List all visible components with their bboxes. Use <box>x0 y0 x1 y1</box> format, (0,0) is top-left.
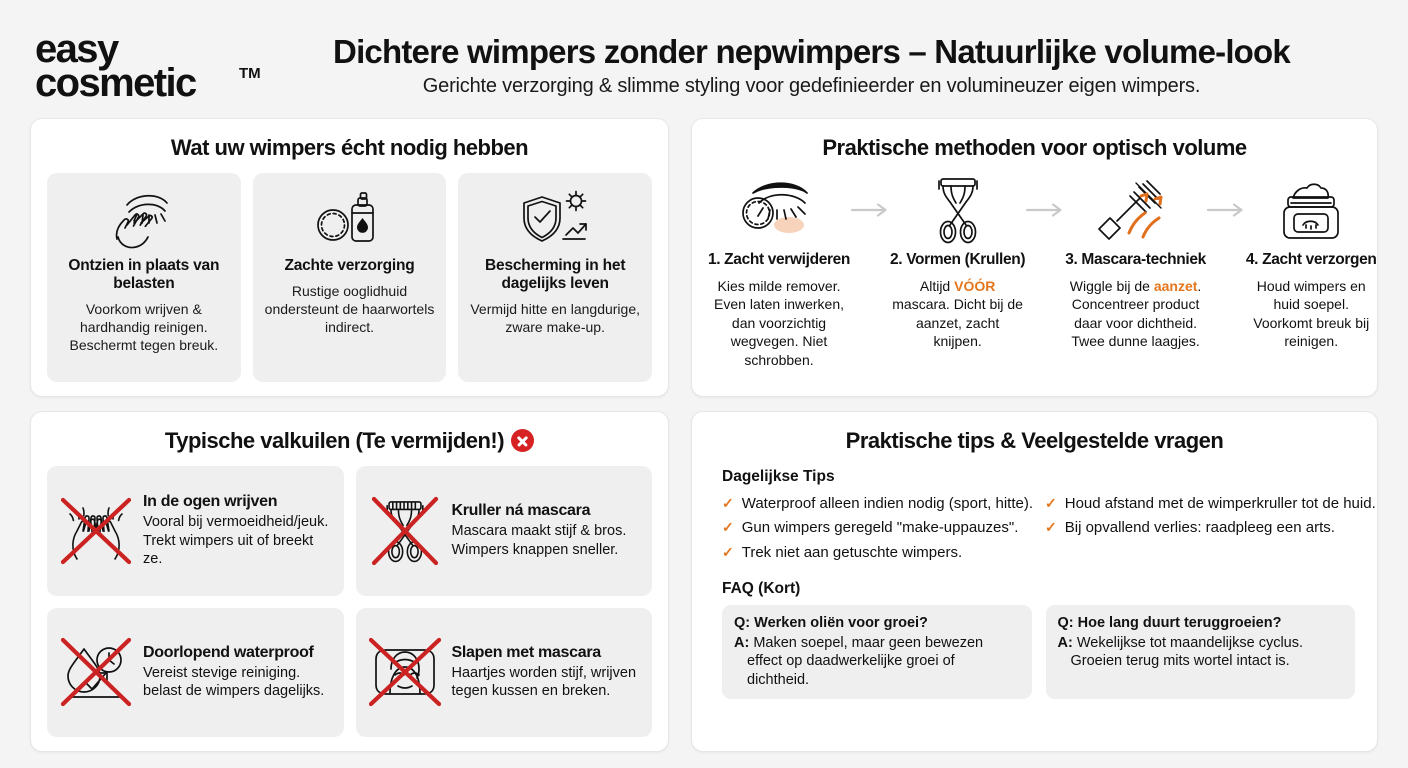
need-tile <box>47 173 241 382</box>
cards-grid <box>30 118 1378 752</box>
eyelash-curler-icon <box>366 494 444 568</box>
need-body: Vermijd hitte en langdurige, zware make-up. <box>470 300 641 336</box>
tip-item <box>722 516 1033 539</box>
page-subtitle: Gerichte verzorging & slimme styling voor gedefinieerder en volumineuzer eigen wimpers. <box>422 74 1201 97</box>
tips-list <box>722 492 1376 564</box>
tip-text: Gun wimpers geregeld "make-uppauzes". <box>741 519 1019 537</box>
card-methods-title: Praktische methoden voor optisch volume <box>822 135 1247 160</box>
pitfall-text <box>452 644 643 701</box>
waterproof-droplet-icon <box>57 635 135 709</box>
sleeping-face-pillow-icon <box>366 635 444 709</box>
tip-item <box>722 541 1033 564</box>
pitfall-heading: In de ogen wrijven <box>143 493 278 511</box>
shield-sun-protection-icon <box>516 183 594 255</box>
check-icon: ✓ <box>722 543 734 560</box>
page-header <box>30 14 1378 118</box>
pitfall-item <box>356 466 653 596</box>
card-tips-faq <box>691 411 1378 752</box>
check-icon: ✓ <box>722 519 734 536</box>
method-heading: 1. Zacht verwijderen <box>708 251 851 268</box>
red-x-circle-icon <box>511 429 534 452</box>
card-tips-faq-title: Praktische tips & Veelgestelde vragen <box>845 428 1224 453</box>
need-body: Rustige ooglidhuid ondersteunt de haarwortels indirect. <box>264 282 435 336</box>
arrow-right-icon <box>1206 173 1246 247</box>
pitfall-item <box>356 608 653 738</box>
pitfall-body: Vereist stevige reiniging. belast de wimpers dagelijks. <box>143 664 325 700</box>
pitfall-body: Mascara maakt stijf & bros. Wimpers knappen sneller. <box>451 523 627 558</box>
method-heading: 4. Zacht verzorgen <box>1245 251 1377 268</box>
need-heading: Zachte verzorging <box>284 257 415 274</box>
method-body: Altijd VÓÓR mascara. Dicht bij de aanzet, zacht knijpen. <box>892 278 1023 350</box>
faq-item <box>722 605 1032 700</box>
highlight-text: aanzet <box>1153 278 1198 294</box>
methods-steps <box>708 173 1377 382</box>
method-heading: 3. Mascara-techniek <box>1065 251 1206 268</box>
need-heading: Bescherming in het dagelijks leven <box>485 257 626 292</box>
check-icon: ✓ <box>1045 495 1057 511</box>
card-methods <box>691 118 1378 397</box>
tip-item <box>1045 492 1376 515</box>
tip-text: Houd afstand met de wimperkruller tot de huid. <box>1064 495 1376 512</box>
card-needs-title: Wat uw wimpers écht nodig hebben <box>170 135 529 160</box>
brand-logo-line1: easy <box>35 26 118 71</box>
need-heading: Ontzien in plaats van belasten <box>68 257 220 292</box>
pitfall-text <box>452 502 643 559</box>
method-body: Houd wimpers en huid soepel. Voorkomt breuk bij reinigen. <box>1253 278 1370 350</box>
header-text-block <box>285 34 1378 98</box>
highlight-text: VÓÓR <box>954 278 996 294</box>
pitfall-item <box>47 466 344 596</box>
eye-with-cotton-pad-icon <box>708 173 850 247</box>
rubbing-eyes-hands-icon <box>57 494 135 568</box>
check-icon: ✓ <box>1045 519 1057 536</box>
hand-rubbing-eye-icon <box>105 183 183 255</box>
arrow-right-icon <box>850 173 890 247</box>
pitfall-item <box>47 608 344 738</box>
tip-text: Bij opvallend verlies: raadpleeg een arts. <box>1064 519 1335 537</box>
brand-logo-line2: cosmetic <box>35 61 196 105</box>
tip-text: Waterproof alleen indien nodig (sport, hitte). <box>741 495 1034 512</box>
pitfall-body: Haartjes worden stijf, wrijven tegen kussen en breken. <box>451 664 637 700</box>
method-heading: 2. Vormen (Krullen) <box>890 251 1026 268</box>
faq-item <box>1046 605 1356 700</box>
card-needs <box>30 118 669 397</box>
arrow-right-icon <box>1025 173 1065 247</box>
tip-item <box>722 492 1033 515</box>
pitfall-heading: Doorlopend waterproof <box>143 643 314 661</box>
page-title: Dichtere wimpers zonder nepwimpers – Natuurlijke volume-look <box>333 33 1290 71</box>
pitfall-heading: Slapen met mascara <box>451 643 601 661</box>
pitfall-text <box>143 644 334 701</box>
card-pitfalls <box>30 411 669 752</box>
pitfall-body: Vooral bij vermoeidheid/jeuk. Trekt wimpers uit of breekt ze. <box>143 514 329 567</box>
faq-list <box>722 605 1355 700</box>
card-pitfalls-title: Typische valkuilen (Te vermijden!) <box>47 428 652 454</box>
method-step <box>708 173 850 369</box>
needs-tiles <box>47 173 652 382</box>
faq-question: Q: Hoe lang duurt teruggroeien? <box>1057 614 1282 631</box>
pitfall-tiles <box>47 466 652 737</box>
check-icon: ✓ <box>722 495 734 511</box>
method-step <box>1246 173 1377 351</box>
faq-question: Q: Werken oliën voor groei? <box>734 614 928 631</box>
method-step <box>1065 173 1206 351</box>
need-body: Voorkom wrijven & hardhandig reinigen. Beschermt tegen breuk. <box>69 300 219 354</box>
faq-heading: FAQ (Kort) <box>722 579 801 597</box>
need-tile <box>253 173 447 382</box>
method-body: Kies milde remover. Even laten inwerken, dan voorzichtig wegvegen. Niet schrobben. <box>714 278 844 368</box>
tips-heading: Dagelijkse Tips <box>722 468 835 485</box>
method-body: Wiggle bij de aanzet. Concentreer product daar voor dichtheid. Twee dunne laagjes. <box>1069 278 1202 350</box>
eyelash-curler-icon <box>890 173 1025 247</box>
tip-item <box>1045 516 1376 539</box>
tip-text: Trek niet aan getuschte wimpers. <box>741 543 963 561</box>
cream-jar-icon <box>1246 173 1377 247</box>
brand-trademark: TM <box>239 64 261 82</box>
mascara-wand-icon <box>1065 173 1206 247</box>
pitfall-text <box>143 493 334 568</box>
need-tile <box>458 173 652 382</box>
method-step <box>890 173 1025 351</box>
brand-logo <box>35 26 285 105</box>
pitfall-heading: Kruller ná mascara <box>451 502 591 520</box>
cotton-pad-and-remover-bottle-icon <box>311 183 389 255</box>
faq-answer: A: Maken soepel, maar geen bewezen effect op daadwerkelijke groei of dichtheid. <box>734 634 984 688</box>
faq-answer: A: Wekelijkse tot maandelijkse cyclus. Groeien terug mits wortel intact is. <box>1057 634 1304 670</box>
